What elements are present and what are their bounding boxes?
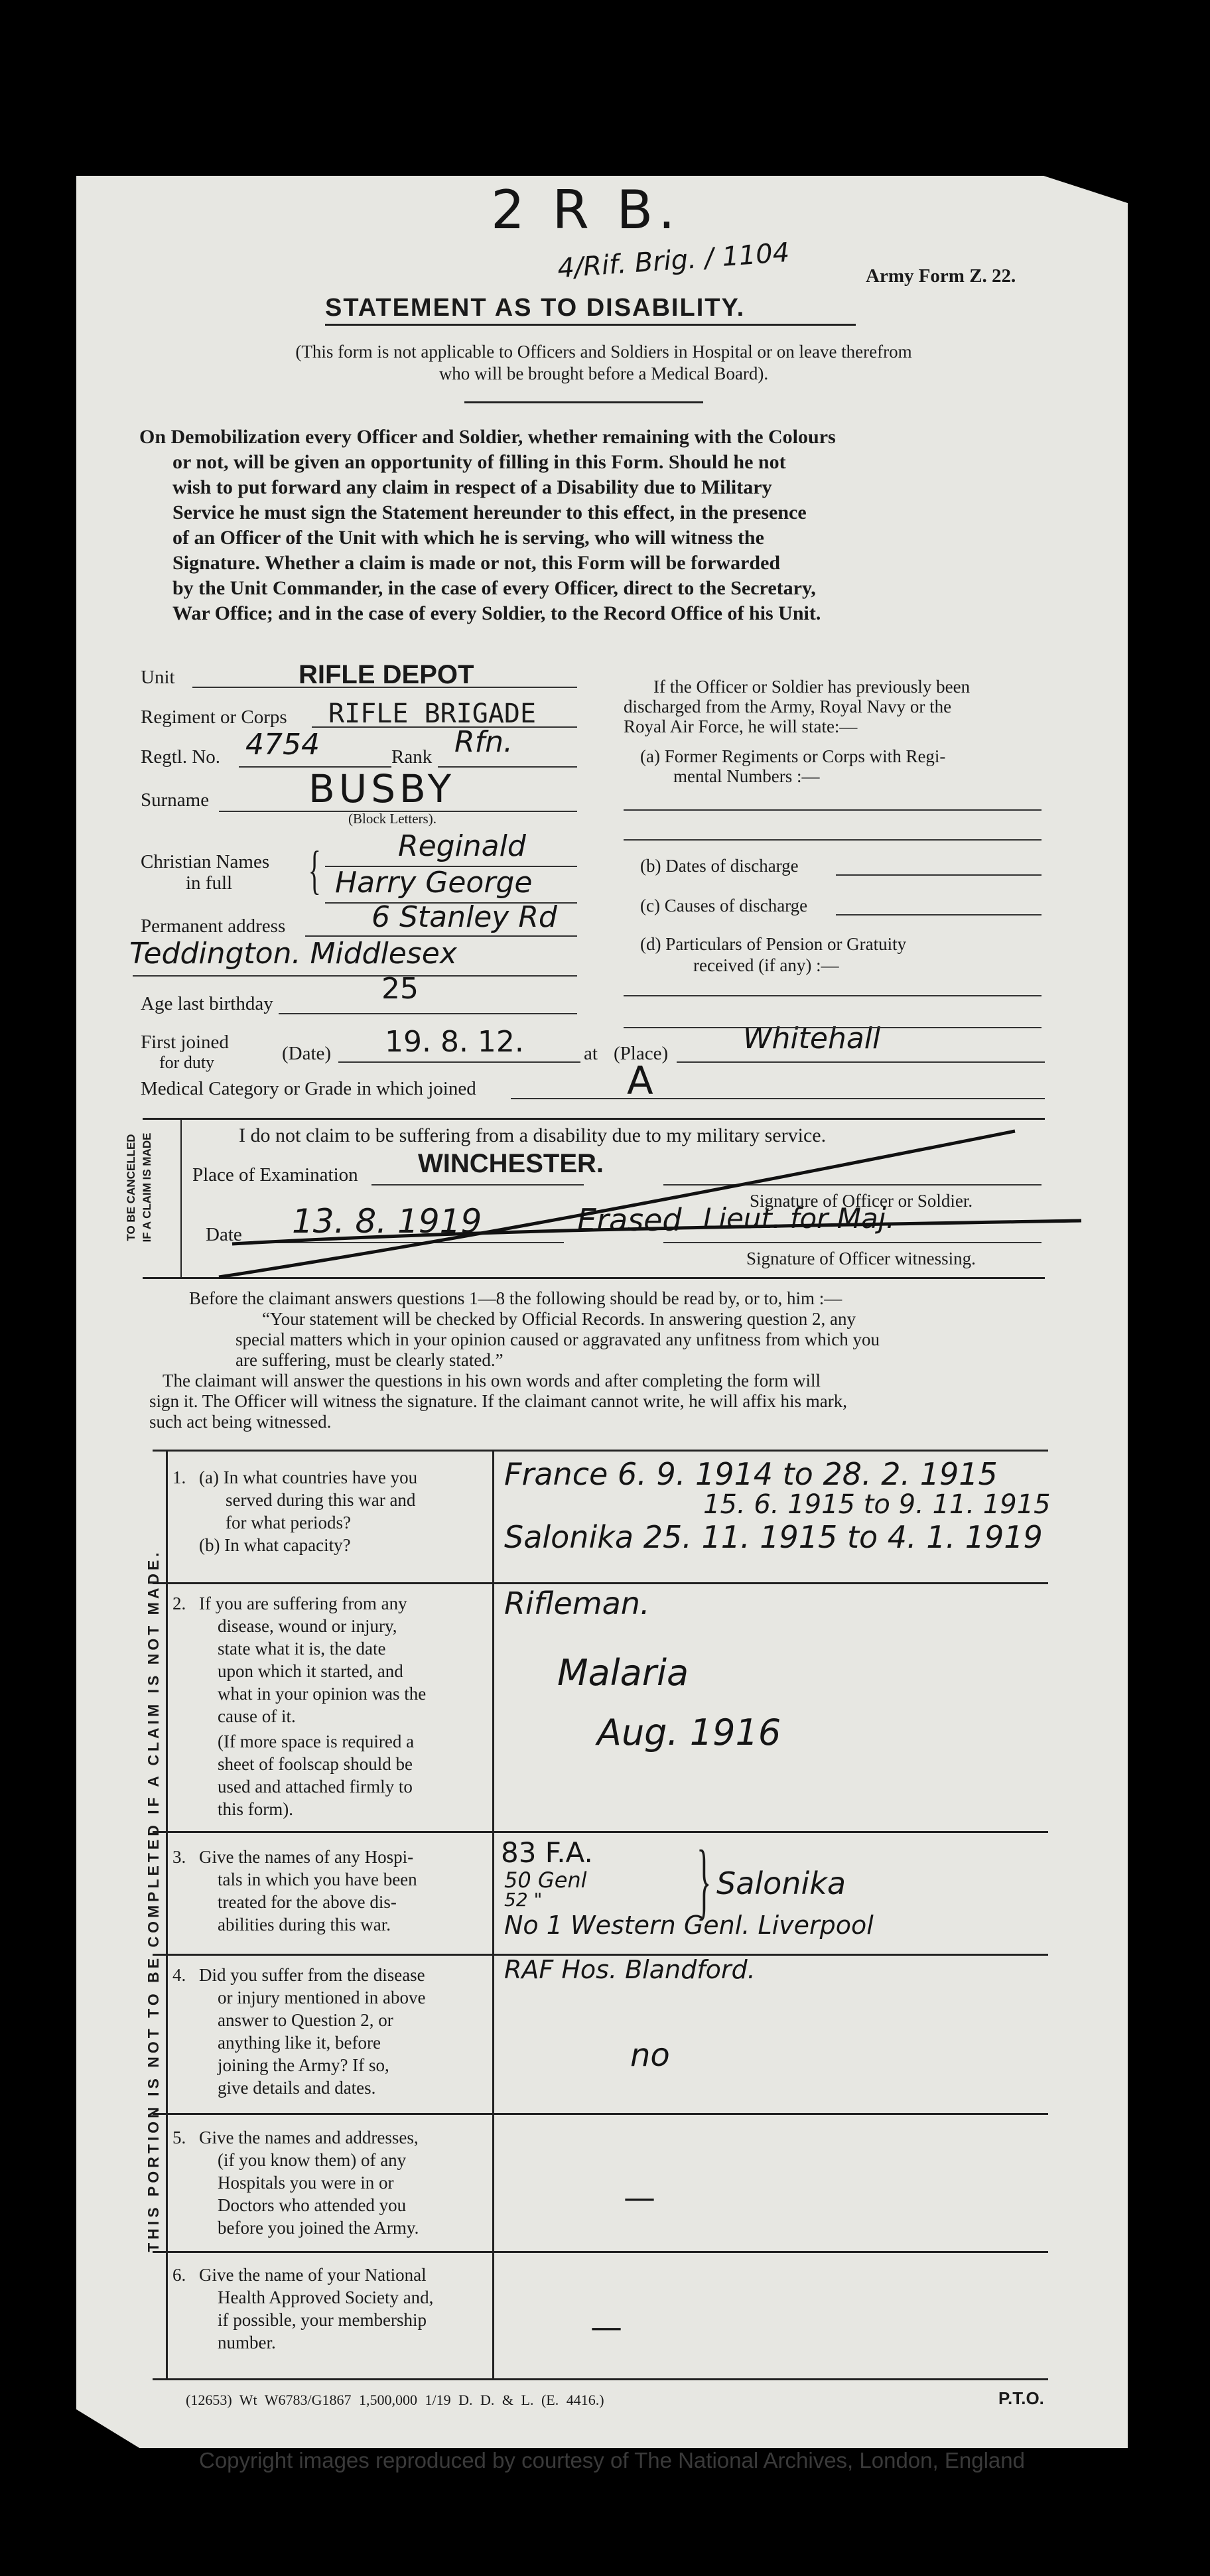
no-claim-date-value: 13. 8. 1919 [292,1202,482,1241]
no-claim-statement: I do not claim to be suffering from a disability due to my military service. [239,1124,827,1146]
at-label: at [584,1043,598,1064]
q5-text: Give the names and addresses, (if you know them) of any Hospitals you were in or Doctors who attended you before you joined the Army. [199,2128,419,2238]
prev-intro-2: discharged from the Army, Royal Navy or the [624,697,952,716]
place-value: Whitehall [743,1022,881,1055]
instruction-line: are suffering, must be clearly stated.” [235,1350,504,1370]
cancellation-strikes [133,1115,1095,1287]
surname-value: BUSBY [308,766,456,811]
intro-line: by the Unit Commander, in the case of every Officer, direct to the Secretary, [172,577,816,599]
intro-line: wish to put forward any claim in respect of a Disability due to Military [172,476,772,498]
prev-c: (c) Causes of discharge [640,896,808,915]
q1-capacity-answer: Rifleman. [504,1586,650,1621]
q4-text: Did you suffer from the disease or injury mentioned in above answer to Question 2, or anything like it, before joining the Army? If so, give details and dates. [199,1965,426,2098]
rank-value: Rfn. [454,725,513,759]
christian-name-2: Harry George [335,866,533,900]
date-value: 19. 8. 12. [385,1025,524,1059]
instruction-line: “Your statement will be checked by Official Records. In answering question 2, any [262,1309,856,1329]
intro-line: of an Officer of the Unit with which he is serving, who will witness the [172,527,764,549]
rank-line [438,766,577,768]
place-of-exam-label: Place of Examination [192,1164,358,1186]
q3-answer-5: No 1 Western Genl. Liverpool [504,1911,874,1940]
q2-answer-date: Aug. 1916 [597,1712,781,1753]
erased-annotation: Erased [577,1202,682,1238]
q3-answer-3: 52 " [504,1889,543,1911]
date-line [338,1061,580,1063]
instruction-line: Before the claimant answers questions 1—8 the following should be read by, or to, him :— [189,1288,842,1308]
intro-line: On Demobilization every Officer and Soldier, whether remaining with the Colours [139,426,836,448]
prev-a-1: (a) Former Regiments or Corps with Regi- [640,746,946,766]
intro-paragraph [139,425,1045,626]
regtl-no-value: 4754 [245,728,320,762]
q5-number: 5. [172,2128,186,2147]
regiment-label: Regiment or Corps [141,707,287,728]
prev-intro-3: Royal Air Force, he will state:— [624,716,858,736]
prev-d-line-2 [624,1027,1042,1028]
prev-a-line-1 [624,809,1042,811]
officer-signature-handwritten: Lieut. for Maj. [703,1202,895,1235]
reference-handwritten: 4/Rif. Brig. / 1104 [556,237,791,285]
date-label: (Date) [282,1043,332,1064]
q5-bottom-rule [153,2251,1048,2253]
q4-answer: no [630,2037,670,2074]
intro-line: War Office; and in the case of every Soldier, to the Record Office of his Unit. [172,602,821,624]
q5-answer: — [624,2179,655,2216]
q1-bottom-rule [153,1582,1048,1584]
printer-imprint: (12653) Wt W6783/G1867 1,500,000 1/19 D. D. & L. (E. 4416.) [186,2392,604,2408]
subtitle-line-2: who will be brought before a Medical Board). [438,364,769,383]
address-value-2: Teddington. Middlesex [129,937,457,971]
place-label: (Place) [614,1043,669,1064]
subtitle-line-1: (This form is not applicable to Officers and Soldiers in Hospital or on leave therefrom [295,342,912,362]
prev-d-line-1 [624,995,1042,996]
q3-text: Give the names of any Hospi- tals in which you have been treated for the above dis- abilities during this war. [199,1847,417,1934]
prev-b: (b) Dates of discharge [640,856,799,876]
q3-answer-1: 83 F.A. [501,1836,593,1869]
brace-left: { [308,841,321,900]
christian-names-label-2: in full [186,872,233,894]
q4-bottom-rule [153,2113,1048,2115]
medical-value: A [627,1058,653,1103]
unit-label: Unit [141,667,175,688]
medical-category-label: Medical Category or Grade in which joined [141,1078,476,1099]
q2-number: 2. [172,1593,186,1613]
instruction-line: The claimant will answer the questions in his own words and after completing the form will [163,1371,821,1390]
prev-c-line [836,914,1042,915]
q6-number: 6. [172,2265,186,2285]
address-line-2 [133,975,577,977]
instruction-line: sign it. The Officer will witness the signature. If the claimant cannot write, he will affix his mark, [149,1391,847,1411]
unit-value: RIFLE DEPOT [299,660,474,689]
for-duty-label: for duty [159,1053,215,1072]
prev-d-1: (d) Particulars of Pension or Gratuity [640,934,907,954]
cancel-note-1: TO BE CANCELLED [125,1134,137,1241]
intro-line: or not, will be given an opportunity of filling in this Form. Should he not [172,451,786,473]
q1-answer-line-3: Salonika 25. 11. 1915 to 4. 1. 1919 [504,1519,1043,1555]
age-label: Age last birthday [141,993,273,1014]
q2-text: If you are suffering from any disease, wound or injury, state what it is, the date upon which it started, and what in your opinion was the cause of it. (If more space is required a sheet of foolscap should be used and attached firmly to this form). [199,1593,427,1819]
questions-bottom-rule [153,2378,1048,2380]
army-form-number: Army Form Z. 22. [866,265,1016,287]
pto-label: P.T.O. [998,2388,1044,2408]
regtl-no-label: Regtl. No. [141,746,221,768]
title-underline [325,324,856,326]
place-line [677,1061,1045,1063]
q1-answer-line-1: France 6. 9. 1914 to 28. 2. 1915 [504,1456,998,1492]
intro-line: Service he must sign the Statement hereunder to this effect, in the presence [172,502,807,523]
q3-number: 3. [172,1847,186,1867]
q6-answer: — [590,2309,622,2346]
cancel-note-2: IF A CLAIM IS MADE [141,1132,153,1243]
q3-answer-place: Salonika [716,1865,846,1901]
address-label: Permanent address [141,915,286,937]
sig-soldier-label: Signature of Officer or Soldier. [750,1191,973,1211]
q1-text: (a) In what countries have you served during this war and for what periods? (b) In what capacity? [199,1467,418,1555]
christian-name-1: Reginald [398,829,526,863]
q1-number: 1. [172,1467,186,1487]
prev-intro-1: If the Officer or Soldier has previously been [653,677,971,697]
instructions-block [149,1288,1058,1432]
form-title: STATEMENT AS TO DISABILITY. [325,294,746,322]
header-divider [464,401,703,403]
surname-label: Surname [141,789,210,811]
instruction-line: special matters which in your opinion caused or aggravated any unfitness from which you [235,1329,880,1349]
christian-names-label: Christian Names [141,851,270,872]
side-note-rule [166,1450,168,2378]
instruction-line: such act being witnessed. [149,1412,332,1432]
block-letters-note: (Block Letters). [348,811,437,827]
rank-label: Rank [391,746,433,768]
no-claim-date-label: Date [206,1224,242,1245]
not-completed-side-note: THIS PORTION IS NOT TO BE COMPLETED IF A CLAIM IS NOT MADE. [145,1549,162,2252]
prev-b-line [836,874,1042,876]
address-value-1: 6 Stanley Rd [371,900,557,934]
place-of-exam-value: WINCHESTER. [418,1149,604,1178]
medical-line [511,1098,1045,1099]
sig-officer-label: Signature of Officer witnessing. [746,1249,976,1268]
intro-line: Signature. Whether a claim is made or not, this Form will be forwarded [172,552,781,574]
regiment-value: RIFLE BRIGADE [328,699,537,729]
copyright-watermark: Copyright images reproduced by courtesy of The National Archives, London, England [199,2448,1025,2473]
prev-a-line-2 [624,839,1042,841]
age-value: 25 [381,972,419,1006]
questions-top-rule [153,1450,1048,1452]
age-line [279,1013,577,1014]
q1-answer-line-2: 15. 6. 1915 to 9. 11. 1915 [703,1489,1051,1520]
q4-number: 4. [172,1965,186,1985]
q2-bottom-rule [153,1831,1048,1833]
q6-text: Give the name of your National Health Approved Society and, if possible, your membership number. [199,2265,434,2352]
prev-d-2: received (if any) :— [693,955,839,975]
answer-column-rule [492,1450,494,2378]
prev-a-2: mental Numbers :— [673,766,820,786]
q3-answer-6: RAF Hos. Blandford. [504,1955,756,1984]
unit-code-handwritten: 2 R B. [491,179,681,241]
q3-answer-2: 50 Genl [504,1867,587,1893]
q3-brace: } [697,1833,712,1929]
q2-answer-disease: Malaria [557,1652,689,1694]
first-joined-label: First joined [141,1032,229,1053]
